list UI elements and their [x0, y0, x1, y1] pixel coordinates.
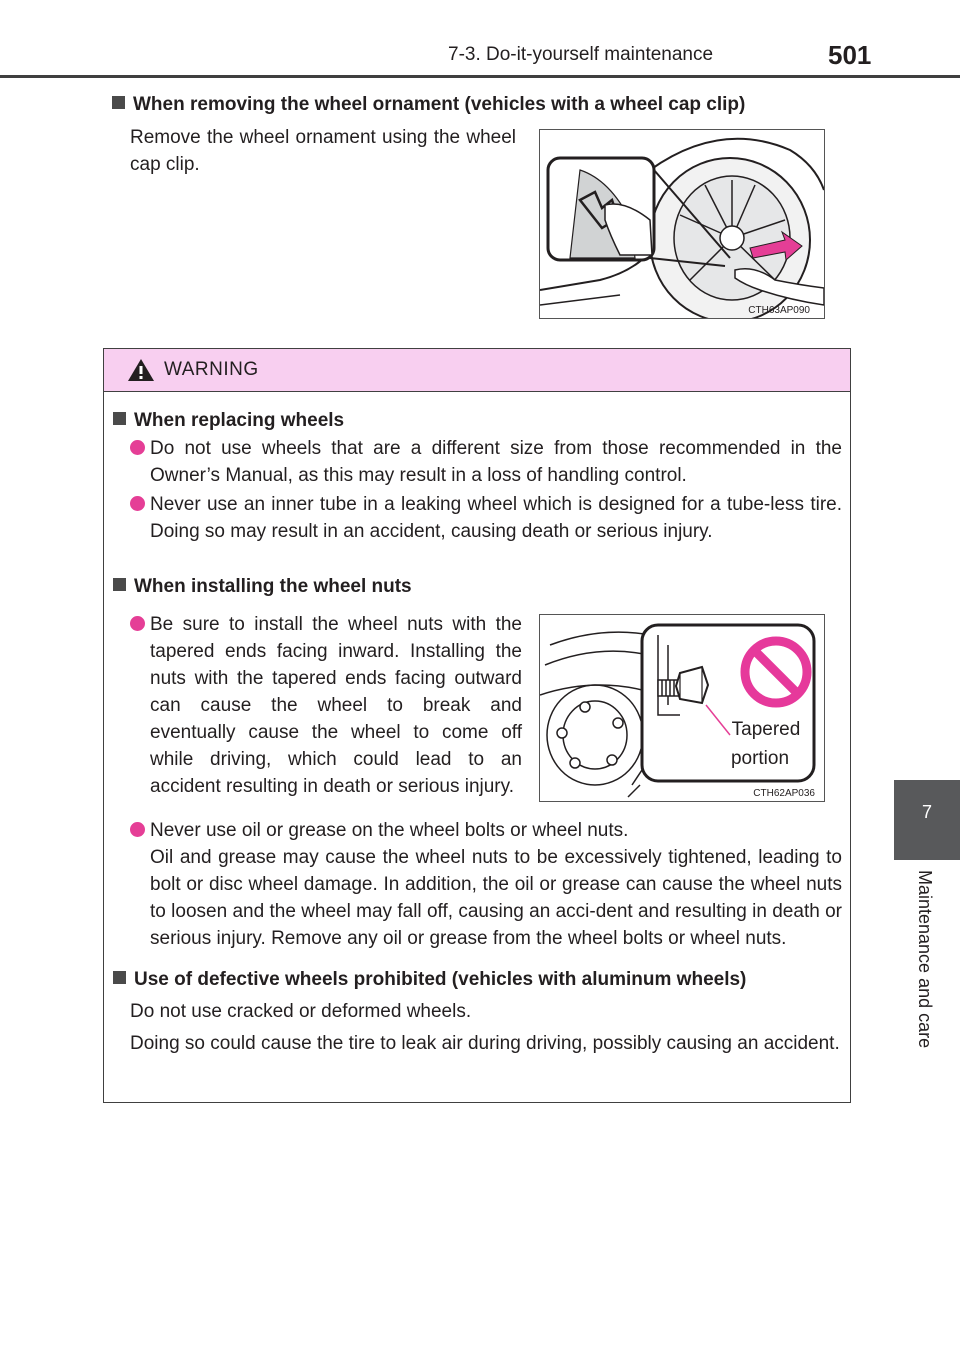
section-paragraph: Remove the wheel ornament using the wheel cap clip.: [130, 127, 516, 175]
chapter-number: 7: [921, 802, 932, 822]
tapered-nut-figure: [539, 614, 825, 802]
warning-paragraph: Doing so could cause the tire to leak air during driving, possibly causing an accident.: [130, 1033, 840, 1054]
header-rule: [0, 75, 960, 78]
warning-bullet-text: Never use an inner tube in a leaking wheel which is designed for a tube-less tire. Doing so may result in an accident, causing death or serious injury.: [150, 494, 842, 542]
section-title: 7-3. Do-it-yourself maintenance: [448, 44, 714, 65]
warning-heading-replacing-wheels: [113, 407, 344, 434]
page-header: [0, 0, 960, 80]
square-bullet-icon: [113, 412, 126, 425]
warning-heading-text: When replacing wheels: [134, 410, 345, 431]
warning-header: [104, 349, 850, 392]
figure-code: CTH62AP036: [753, 788, 815, 799]
warning-heading-text: Use of defective wheels prohibited (vehicles with aluminum wheels): [134, 969, 747, 990]
chapter-tab[interactable]: [894, 780, 960, 860]
circle-bullet-icon: [130, 822, 145, 837]
section-heading-text: When removing the wheel ornament (vehicles with a wheel cap clip): [133, 94, 746, 115]
square-bullet-icon: [113, 971, 126, 984]
warning-triangle-icon: [127, 358, 155, 382]
circle-bullet-icon: [130, 440, 145, 455]
warning-paragraph: Do not use cracked or deformed wheels.: [130, 1001, 472, 1022]
warning-heading-wheel-nuts: [113, 573, 412, 600]
square-bullet-icon: [112, 96, 125, 109]
wheel-cap-clip-figure: [539, 129, 825, 319]
warning-bullet-text: Do not use wheels that are a different size from those recommended in the Owner’s Manual, as this may result in a loss of handling control.: [150, 438, 842, 486]
wheel-hub-illustration: [540, 615, 824, 801]
warning-heading-defective-wheels: [113, 966, 746, 993]
chapter-title-vertical: [896, 862, 960, 1132]
square-bullet-icon: [113, 578, 126, 591]
circle-bullet-icon: [130, 616, 145, 631]
warning-heading-text: When installing the wheel nuts: [134, 576, 412, 597]
chapter-title: Maintenance and care: [915, 870, 935, 1049]
tapered-portion-label-line1: Tapered: [731, 719, 801, 740]
warning-bullet-text: Be sure to install the wheel nuts with the tapered ends facing inward. Installing the nuts with the tapered ends facing outward can cause the wheel to break and eventually cause the wheel to come off while driving, which could lead to an accident resulting in death or serious injury.: [150, 614, 522, 797]
section-heading: [112, 94, 745, 116]
warning-label: WARNING: [164, 359, 259, 380]
warning-bullet-body: Oil and grease may cause the wheel nuts to be excessively tightened, leading to bolt or disc wheel damage. In addition, the oil or grease can cause the wheel nuts to loosen and the wheel may fall off, causing an acci-dent and resulting in death or serious injury. Remove any oil or grease from the wheel bolts or wheel nuts.: [150, 847, 842, 949]
warning-bullet-text: Never use oil or grease on the wheel bolts or wheel nuts.: [150, 820, 629, 841]
tapered-portion-label-line2: portion: [730, 748, 790, 769]
circle-bullet-icon: [130, 496, 145, 511]
page-number: 501: [828, 40, 872, 70]
wheel-illustration: [540, 130, 824, 318]
figure-code: CTH63AP090: [748, 305, 810, 316]
